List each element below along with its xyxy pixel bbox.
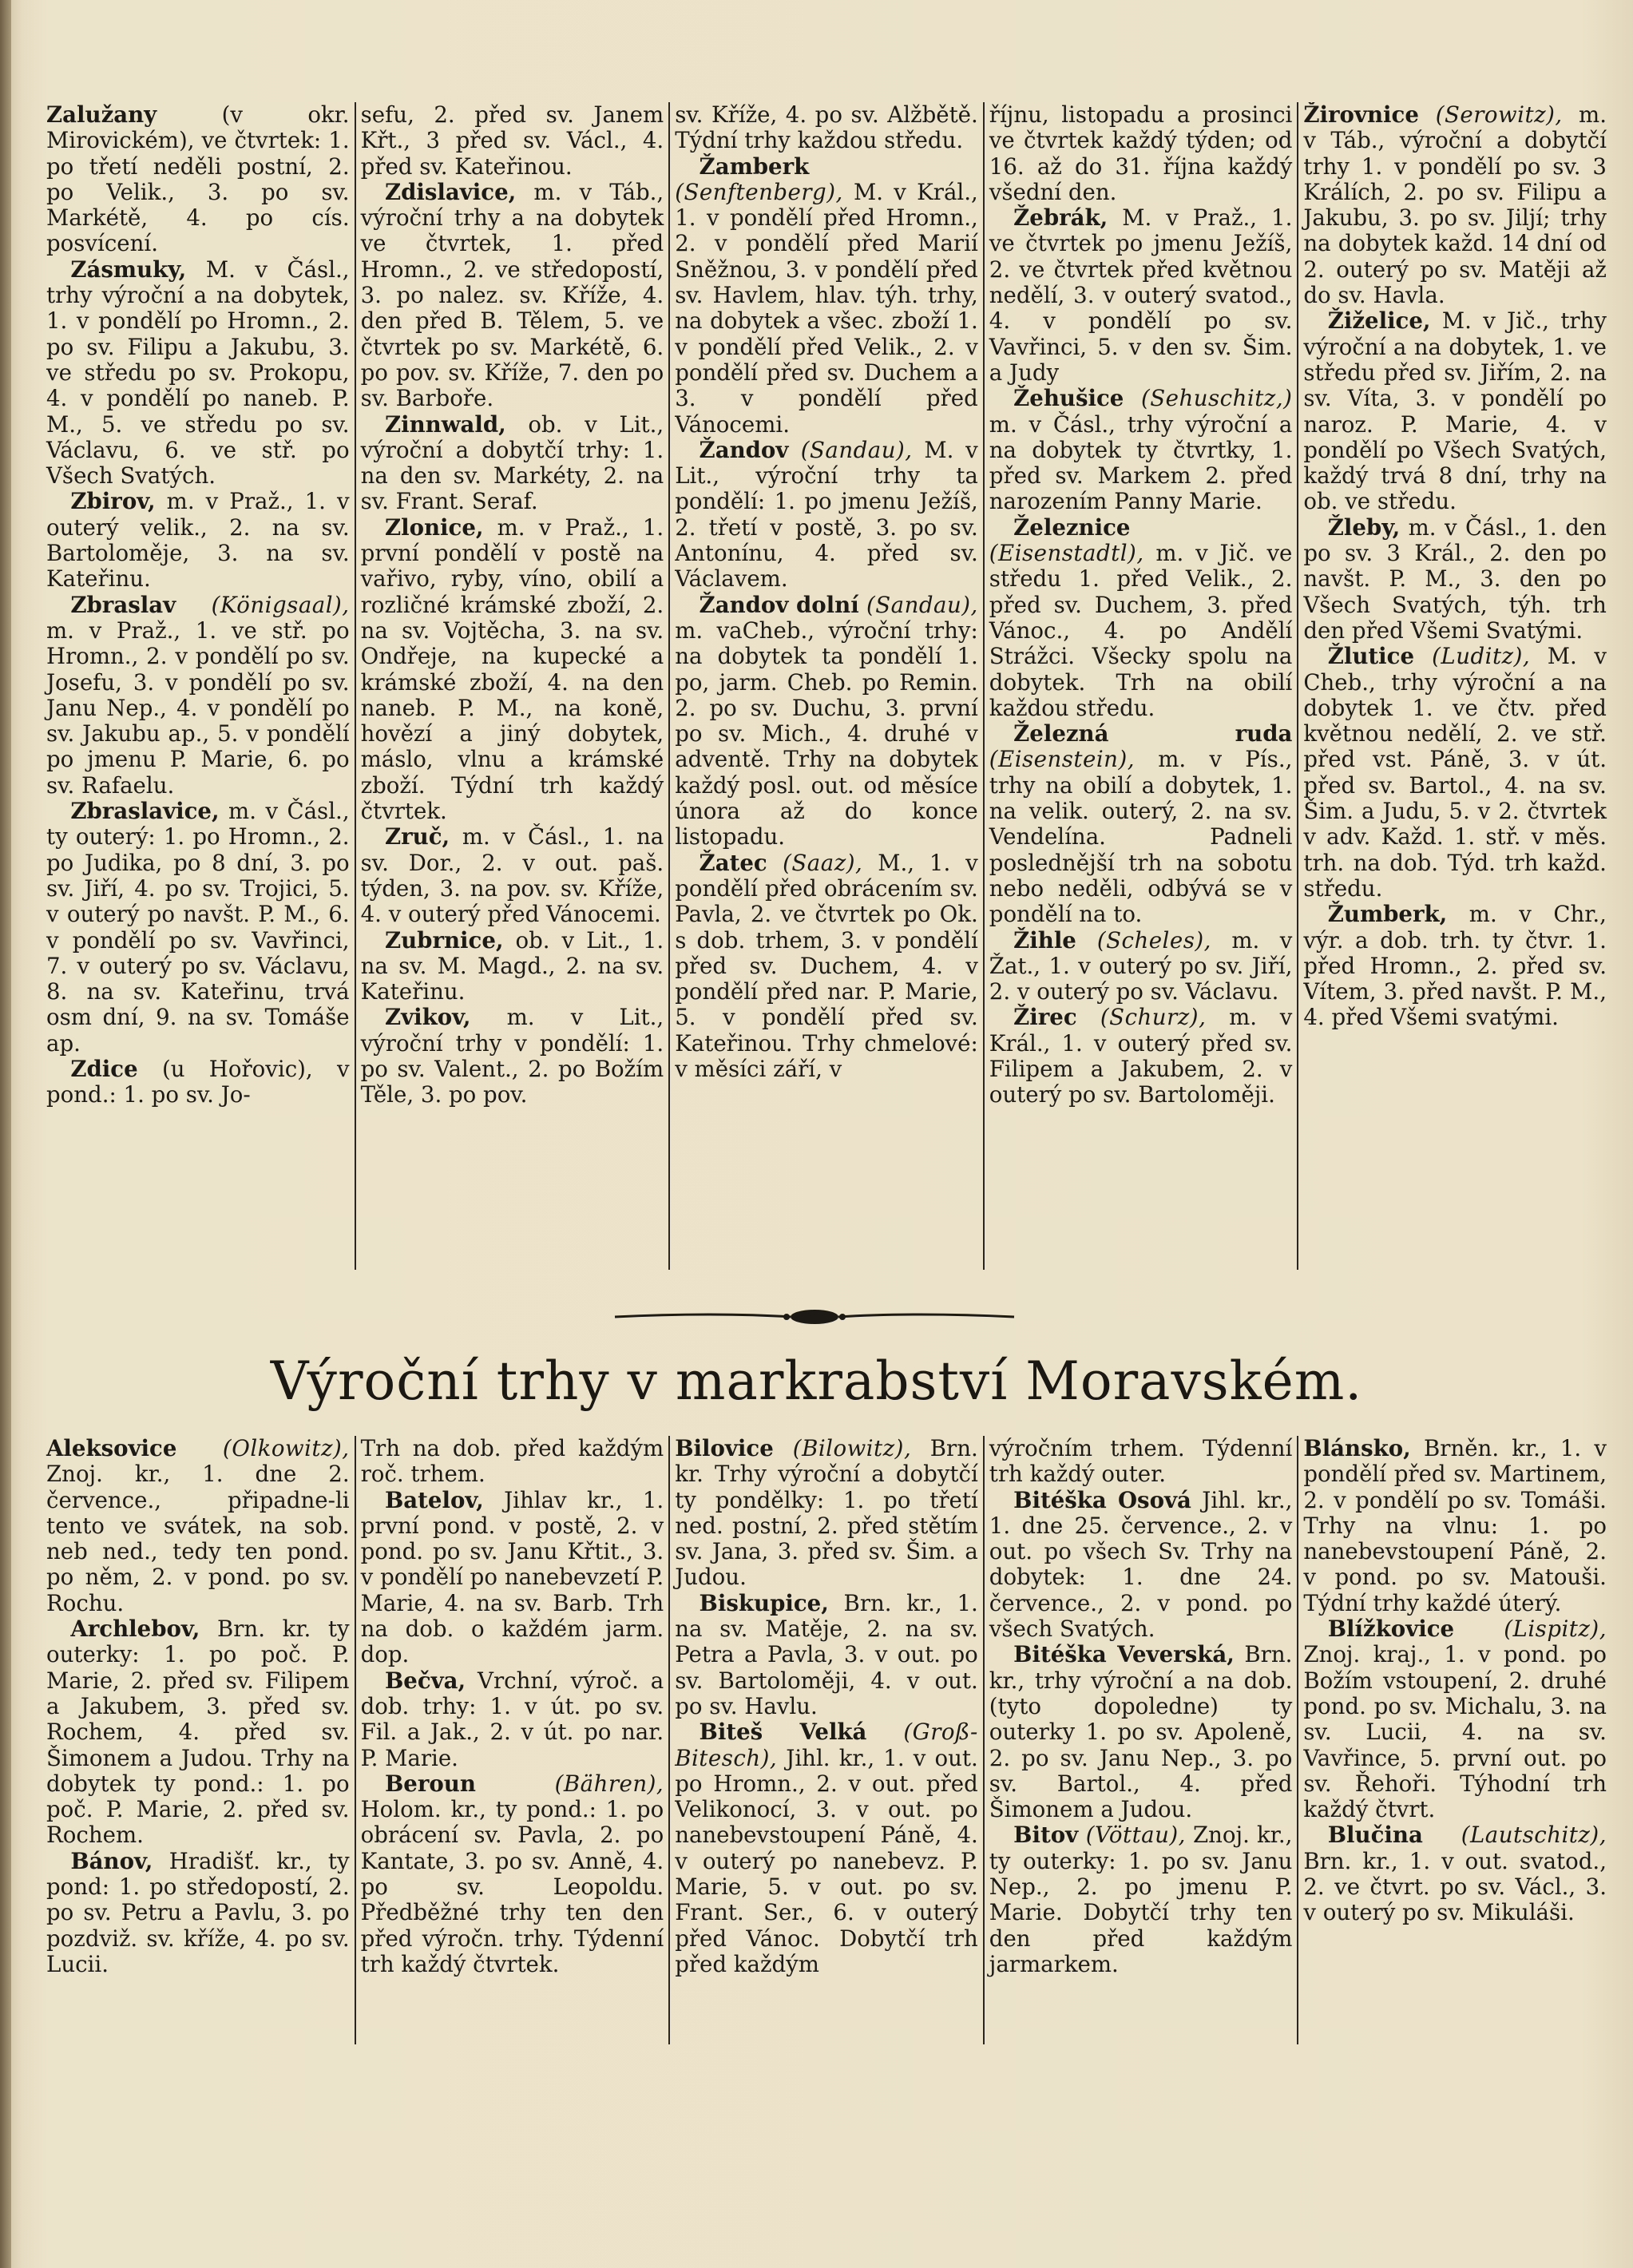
german-name: (Luditz), bbox=[1414, 643, 1531, 670]
market-entry bbox=[46, 1436, 350, 1616]
market-details: m. v Táb., výroční a dobytčí trhy 1. v pondělí po sv. 3 Králích, 2. po sv. Filipu a Jakubu, 3. po sv. Jiljí; trhy na dobytek každ. 14 dní od 2. outerý po sv. Matěji až do sv. Havla. bbox=[1303, 102, 1607, 309]
german-name: (Vöttau), bbox=[1078, 1822, 1186, 1849]
market-details: m. v Čásl., trhy výroční a na dobytek ty čtvrtky, 1. před sv. Markem 2. před narozením Panny Marie. bbox=[989, 410, 1293, 515]
market-details: (u Hořovic), v pond.: 1. po sv. Jo- bbox=[46, 1055, 350, 1108]
town-name: Zásmuky, bbox=[70, 256, 187, 283]
market-details: M. v Cheb., trhy výroční a na dobytek 1. ve čtv. před květnou nedělí, 2. ve stř. před vst. Páně, 3. v út. před sv. Bartol., 4. na sv. Šim. a Judu, 5. v 2. čtvrtek v adv. Každ. 1. stř. v měs. trh. na dob. Týd. trh každ. středu. bbox=[1303, 643, 1607, 902]
market-details: m. v Praž., 1. v outerý velik., 2. na sv. Bartoloměje, 3. na sv. Kateřinu. bbox=[46, 488, 350, 593]
market-entry bbox=[46, 593, 350, 799]
town-name: Žumberk, bbox=[1327, 901, 1448, 928]
market-entry bbox=[1303, 102, 1607, 308]
town-name: Žirec bbox=[1013, 1004, 1077, 1031]
market-entry bbox=[361, 102, 664, 180]
town-name: Bilovice bbox=[675, 1436, 774, 1461]
town-name: Zbraslav bbox=[70, 591, 176, 618]
column bbox=[356, 102, 671, 1270]
town-name: Aleksovice bbox=[46, 1436, 177, 1461]
market-entry bbox=[989, 1642, 1293, 1822]
town-name: Zbirov, bbox=[70, 488, 156, 515]
market-entry bbox=[675, 1436, 978, 1591]
german-name: (Scheles), bbox=[1076, 926, 1211, 954]
market-entry bbox=[361, 412, 664, 515]
market-details: m. vaCheb., výroční trhy: na dobytek ta pondělí 1. po, jarm. Cheb. po Remin. 2. po sv. Duchu, 3. první po sv. Mich., 4. druhé v adventě. Trhy na dobytek každý posl. out. od měsíce února až do konce listopadu. bbox=[675, 617, 978, 850]
town-name: Žleby, bbox=[1327, 513, 1401, 541]
market-entry bbox=[989, 205, 1293, 386]
german-name: (Serowitz), bbox=[1418, 102, 1563, 128]
market-details: m. v Praž., 1. ve stř. po Hromn., 2. v pondělí po sv. Josefu, 3. v pondělí po sv. Janu Nep., 4. v pondělí po sv. Jakubu ap., 5. v pondělí po jmenu P. Marie, 6. po sv. Rafaelu. bbox=[46, 617, 350, 799]
market-details: Brněn. kr., 1. v pondělí před sv. Martinem, 2. v pondělí po sv. Tomáši. Trhy na vlnu: 1. po nanebevstoupení Páně, 2. v pond. po sv. Matouši. Týdní trhy každé úterý. bbox=[1303, 1436, 1607, 1616]
town-name: Zvikov, bbox=[384, 1004, 471, 1031]
german-name: (Bilowitz), bbox=[773, 1436, 912, 1461]
market-details: M., 1. v pondělí před obrácením sv. Pavla, 2. ve čtvrtek po Ok. s dob. trhem, 3. v pondělí před sv. Duchem, 4. v pondělí před nar. P. Marie, 5. v pondělí před sv. Kateřinou. Trhy chmelové: v měsíci září, v bbox=[675, 849, 978, 1082]
market-details: Znoj. kr., 1. dne 2. července., připadne-li tento ve svátek, na sob. neb ned., tedy ten pond. po něm, 2. v pond. po sv. Rochu. bbox=[46, 1461, 350, 1616]
market-entry bbox=[989, 386, 1293, 514]
town-name: Biteš Velká bbox=[699, 1719, 867, 1746]
town-name: Žlutice bbox=[1327, 643, 1415, 670]
market-details: Holom. kr., ty pond.: 1. po obrácení sv. Pavla, 2. po Kantate, 3. po sv. Anně, 4. po sv. Leopoldu. Předběžné trhy ten den před výročn. trhy. Týdenní trh každý čtvrtek. bbox=[360, 1796, 664, 1977]
market-entry bbox=[1303, 515, 1607, 644]
market-entry bbox=[1303, 308, 1607, 514]
market-details: Vrchní, výroč. a dob. trhy: 1. v út. po sv. Fil. a Jak., 2. v út. po nar. P. Marie. bbox=[360, 1667, 664, 1771]
market-entry bbox=[46, 257, 350, 490]
german-name: (Eisenstein), bbox=[989, 746, 1135, 773]
market-details: Brn. kr. ty outerky: 1. po poč. P. Marie, 2. před sv. Filipem a Jakubem, 3. před sv. Rochem, 4. před sv. Šimonem a Judou. Trhy na dobytek ty pond.: 1. po poč. P. Marie, 2. před sv. Rochem. bbox=[46, 1616, 350, 1849]
market-details: Jihl. kr., 1. dne 25. července., 2. v out. po všech Sv. Trhy na dobytek: 1. dne 24. července., 2. v pond. po všech Svatých. bbox=[989, 1486, 1293, 1643]
market-details: m. v Čásl., ty outerý: 1. po Hromn., 2. po Judika, po 8 dní, 3. po sv. Jiří, 4. po sv. Trojici, 5. v outerý po navšt. P. M., 6. v pondělí po sv. Vavřinci, 7. v outerý po sv. Václavu, 8. na sv. Kateřinu, trvá osm dní, 9. na sv. Tomáše ap. bbox=[46, 798, 350, 1057]
town-name: Žandov bbox=[699, 436, 789, 463]
town-name: Batelov, bbox=[384, 1486, 484, 1513]
town-name: Žirovnice bbox=[1303, 102, 1419, 128]
market-details: Znoj. kr., ty outerky: 1. po sv. Janu Nep., 2. po jmenu P. Marie. Dobytčí trhy ten den před každým jarmarkem. bbox=[989, 1822, 1293, 1977]
market-entry bbox=[361, 1488, 664, 1668]
market-entry bbox=[675, 1719, 978, 1977]
market-entry bbox=[989, 1436, 1293, 1488]
market-entry bbox=[989, 1488, 1293, 1643]
town-name: Zdice bbox=[70, 1055, 138, 1082]
market-entry bbox=[989, 928, 1293, 1005]
market-entry bbox=[989, 1822, 1293, 1977]
german-name: (Lispitz), bbox=[1454, 1616, 1607, 1643]
town-name: Zbraslavice, bbox=[70, 798, 220, 825]
town-name: Zdislavice, bbox=[384, 178, 517, 205]
town-name: Biskupice, bbox=[699, 1589, 829, 1616]
german-name: (Lautschitz), bbox=[1422, 1822, 1607, 1849]
market-details: M. v Jič., trhy výroční a na dobytek, 1. ve středu před sv. Jiřím, 2. na sv. Víta, 3. v pondělí po naroz. P. Marie, 4. v pondělí po Všech Svatých, každý trvá 8 dní, trhy na ob. ve středu. bbox=[1303, 307, 1607, 515]
town-name: Bitov bbox=[1013, 1822, 1079, 1849]
market-entry bbox=[46, 799, 350, 1057]
german-name: (Eisenstadtl), bbox=[989, 540, 1144, 567]
market-details: m. v Praž., 1. první pondělí v postě na vařivo, ryby, víno, obilí a rozličné krámské zboží, 2. na sv. Vojtěcha, 3. na sv. Ondřeje, na kupecké a krámské zboží, 4. na den naneb. P. M., na koně, hovězí a jiný dobytek, máslo, vlnu a krámské zboží. Týdní trh každý čtvrtek. bbox=[360, 513, 664, 825]
market-details: (v okr. Mirovickém), ve čtvrtek: 1. po třetí neděli postní, 2. po Velik., 3. po sv. Markétě, 4. po cís. posvícení. bbox=[46, 102, 350, 257]
german-name: (Sandau), bbox=[788, 436, 913, 463]
market-details: m. v Táb., výroční trhy a na dobytek ve čtvrtek, 1. před Hromn., 2. ve středopostí, 3. po nalez. sv. Kříže, 4. den před B. Tělem, 5. ve čtvrtek po sv. Markétě, 6. po pov. sv. Kříže, 7. den po sv. Barboře. bbox=[360, 178, 664, 412]
market-details: Jihlav kr., 1. první pond. v postě, 2. v pond. po sv. Janu Křtit., 3. v pondělí po nanebevzetí P. Marie, 4. na sv. Barb. Trh na dob. o každém jarm. dop. bbox=[360, 1486, 664, 1668]
town-name: Žihle bbox=[1013, 926, 1076, 954]
bottom-columns bbox=[42, 1436, 1611, 2044]
market-details: m. v Lit., výroční trhy v pondělí: 1. po sv. Valent., 2. po Božím Těle, 3. po pov. bbox=[360, 1004, 664, 1108]
market-entry bbox=[675, 102, 978, 154]
town-name: Žehušice bbox=[1013, 385, 1124, 412]
town-name: Bečva, bbox=[384, 1667, 466, 1694]
market-entry bbox=[361, 1436, 664, 1488]
column bbox=[42, 102, 356, 1270]
ornamental-divider bbox=[607, 1303, 1022, 1330]
town-name: Zalužany bbox=[46, 102, 157, 128]
column bbox=[985, 1436, 1299, 2044]
town-name: Bánov, bbox=[70, 1847, 153, 1874]
column bbox=[1298, 102, 1611, 1270]
town-name: Železnice bbox=[1013, 513, 1131, 541]
market-entry bbox=[675, 154, 978, 438]
top-columns bbox=[42, 102, 1611, 1270]
market-details: Jihl. kr., 1. v out. po Hromn., 2. v out. před Velikonocí, 3. v out. po nanebevstoupení Páně, 4. v outerý po nanebevz. P. Marie, 5. v out. po sv. Frant. Ser., 6. v outerý před Vánoc. Dobytčí trh před každým bbox=[675, 1744, 978, 1977]
market-details: M. v Král., 1. v pondělí před Hromn., 2. v pondělí před Marií Sněžnou, 3. v pondělí před sv. Havlem, hlav. týh. trhy, na dobytek a všec. zboží 1. v pondělí před Velik., 2. v pondělí před sv. Duchem a 3. v pondělí před Vánocemi. bbox=[675, 178, 978, 438]
german-name: (Groß-Bitesch), bbox=[675, 1719, 978, 1771]
town-name: Zlonice, bbox=[384, 513, 484, 541]
town-name: Archlebov, bbox=[70, 1616, 200, 1643]
german-name: (Schurz), bbox=[1076, 1004, 1207, 1031]
market-entry bbox=[361, 1668, 664, 1771]
market-entry bbox=[989, 515, 1293, 721]
town-name: Žiželice, bbox=[1327, 307, 1431, 335]
column bbox=[42, 1436, 356, 2044]
market-details: m. v Čásl., 1. den po sv. 3 Král., 2. den po navšt. P. M., 3. den po Všech Svatých, týh. trh den před Všemi Svatými. bbox=[1303, 513, 1607, 644]
market-entry bbox=[361, 1771, 664, 1977]
market-entry bbox=[1303, 1616, 1607, 1822]
town-name: Zinnwald, bbox=[384, 410, 506, 438]
german-name: (Sandau), bbox=[858, 591, 978, 618]
town-name: Žebrák, bbox=[1013, 204, 1108, 232]
column bbox=[356, 1436, 671, 2044]
town-name: Beroun bbox=[384, 1770, 476, 1797]
town-name: Žamberk bbox=[699, 153, 810, 180]
market-entry bbox=[675, 850, 978, 1083]
german-name: (Olkowitz), bbox=[176, 1436, 350, 1461]
column bbox=[1298, 1436, 1611, 2044]
market-details: Brn. kr., 1. na sv. Matěje, 2. na sv. Petra a Pavla, 3. v out. po sv. Bartoloměji, 4. v out. po sv. Havlu. bbox=[675, 1589, 978, 1719]
market-details: ob. v Lit., výroční a dobytčí trhy: 1. na den sv. Markéty, 2. na sv. Frant. Seraf. bbox=[360, 410, 664, 515]
market-details: Znoj. kraj., 1. v pond. po Božím vstoupení, 2. druhé pond. po sv. Michalu, 3. na sv. Lucii, 4. na sv. Vavřince, 5. první out. po sv. Řehoři. Týhodní trh každý čtvrt. bbox=[1303, 1641, 1607, 1823]
market-entry bbox=[1303, 644, 1607, 902]
market-details: Brn. kr., trhy výroční a na dob. (tyto dopoledne) ty outerky 1. po sv. Apoleně, 2. po sv. Janu Nep., 3. po sv. Bartol., 4. před Šimonem a Judou. bbox=[989, 1641, 1293, 1823]
town-name: Blánsko, bbox=[1303, 1436, 1411, 1461]
market-details: Brn. kr. Trhy výroční a dobytčí ty pondělky: 1. po třetí ned. postní, 2. před stětím sv. Jana, 3. před sv. Šim. a Judou. bbox=[675, 1436, 978, 1591]
town-name: Zubrnice, bbox=[384, 926, 504, 954]
section-heading: Výroční trhy v markrabství Moravském. bbox=[270, 1350, 1363, 1412]
market-entry bbox=[361, 928, 664, 1005]
market-details: sefu, 2. před sv. Janem Křt., 3 před sv. Václ., 4. před sv. Kateřinou. bbox=[360, 102, 664, 180]
market-entry bbox=[361, 515, 664, 825]
market-entry bbox=[361, 180, 664, 412]
town-name: Žatec bbox=[699, 849, 767, 876]
market-details: sv. Kříže, 4. po sv. Alžbětě. Týdní trhy každou středu. bbox=[675, 102, 978, 154]
market-entry bbox=[46, 1616, 350, 1849]
market-entry bbox=[989, 721, 1293, 927]
market-details: m. v Žat., 1. v outerý po sv. Jiří, 2. v outerý po sv. Václavu. bbox=[989, 926, 1293, 1005]
market-entry bbox=[989, 1005, 1293, 1108]
german-name: (Sehuschitz,) bbox=[1124, 385, 1293, 412]
town-name: Bitéška Veverská, bbox=[1013, 1641, 1235, 1668]
market-entry bbox=[1303, 1436, 1607, 1616]
town-name: Blučina bbox=[1327, 1822, 1423, 1849]
market-details: M. v Praž., 1. ve čtvrtek po jmenu Ježíš, 2. ve čtvrtek před květnou nedělí, 3. v outerý svatod., 4. v pondělí po sv. Vavřinci, 5. v den sv. Šim. a Judy bbox=[989, 204, 1293, 386]
german-name: (Königsaal), bbox=[176, 591, 350, 618]
market-details: Hradišť. kr., ty pond: 1. po středopostí, 2. po sv. Petru a Pavlu, 3. po pozdviž. sv. kříže, 4. po sv. Lucii. bbox=[46, 1847, 350, 1977]
market-details: Brn. kr., 1. v out. svatod., 2. ve čtvrt. po sv. Václ., 3. v outerý po sv. Mikuláši. bbox=[1303, 1847, 1607, 1926]
german-name: (Senftenberg), bbox=[675, 178, 843, 205]
market-details: ob. v Lit., 1. na sv. M. Magd., 2. na sv. Kateřinu. bbox=[360, 926, 664, 1005]
market-entry bbox=[46, 1849, 350, 1977]
town-name: Žandov dolní bbox=[699, 591, 859, 618]
town-name: Blížkovice bbox=[1327, 1616, 1455, 1643]
german-name: (Saaz), bbox=[767, 849, 863, 876]
market-details: výročním trhem. Týdenní trh každý outer. bbox=[989, 1436, 1293, 1488]
german-name: (Bähren), bbox=[475, 1770, 664, 1797]
market-entry bbox=[675, 593, 978, 850]
market-entry bbox=[675, 438, 978, 593]
column bbox=[670, 102, 985, 1270]
market-details: m. v Pís., trhy na obilí a dobytek, 1. na velik. outerý, 2. na sv. Vendelína. Padneli poslednější trh na sobotu nebo neděli, odbývá se v pondělí na to. bbox=[989, 746, 1293, 928]
market-details: m. v Čásl., 1. na sv. Dor., 2. v out. paš. týden, 3. na pov. sv. Kříže, 4. v outerý před Vánocemi. bbox=[360, 823, 664, 928]
market-entry bbox=[46, 1057, 350, 1108]
market-entry bbox=[989, 102, 1293, 205]
market-details: m. v Jič. ve středu 1. před Velik., 2. před sv. Duchem, 3. před Vánoc., 4. po Andělí Strážci. Všecky spolu na dobytek. Trh na obilí každou středu. bbox=[989, 540, 1293, 721]
market-details: M. v Čásl., trhy výroční a na dobytek, 1. v pondělí po Hromn., 2. po sv. Filipu a Jakubu, 3. ve středu po sv. Prokopu, 4. v pondělí po naneb. P. M., 5. ve středu po sv. Václavu, 6. ve stř. po Všech Svatých. bbox=[46, 256, 350, 490]
column bbox=[670, 1436, 985, 2044]
town-name: Bitéška Osová bbox=[1013, 1486, 1191, 1513]
market-entry bbox=[1303, 902, 1607, 1030]
market-details: m. v Chr., výr. a dob. trh. ty čtvr. 1. před Hromn., 2. před sv. Vítem, 3. před navšt. P. M., 4. před Všemi svatými. bbox=[1303, 901, 1607, 1031]
town-name: Železná ruda bbox=[1013, 720, 1293, 747]
market-details: m. v Král., 1. v outerý před sv. Filipem a Jakubem, 2. v outerý po sv. Bartoloměji. bbox=[989, 1004, 1293, 1108]
market-details: říjnu, listopadu a prosinci ve čtvrtek každý týden; od 16. až do 31. října každý všední den. bbox=[989, 102, 1293, 205]
market-entry bbox=[675, 1591, 978, 1719]
book-spine bbox=[0, 0, 11, 2268]
market-entry bbox=[46, 489, 350, 592]
column bbox=[985, 102, 1299, 1270]
market-details: Trh na dob. před každým roč. trhem. bbox=[360, 1436, 664, 1488]
market-entry bbox=[46, 102, 350, 257]
market-entry bbox=[1303, 1822, 1607, 1925]
market-entry bbox=[361, 1005, 664, 1108]
market-details: M. v Lit., výroční trhy ta pondělí: 1. po jmenu Ježíš, 2. třetí v postě, 3. po sv. Antonínu, 4. před sv. Václavem. bbox=[675, 436, 978, 593]
town-name: Zruč, bbox=[384, 823, 450, 850]
market-entry bbox=[361, 824, 664, 927]
